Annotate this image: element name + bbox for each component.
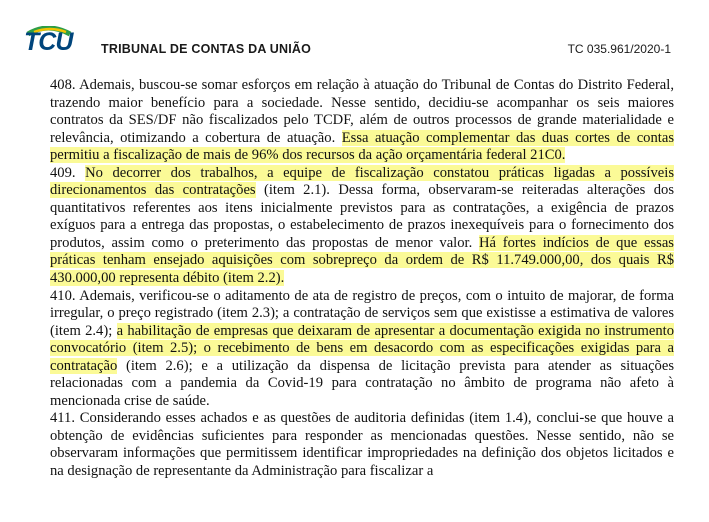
paragraph-408 bbox=[50, 77, 674, 165]
paragraph-410 bbox=[50, 288, 674, 411]
text-segment: 409. bbox=[50, 164, 86, 181]
document-header bbox=[0, 0, 709, 72]
highlighted-text: Há fortes indícios de que essas práticas tenham ensejado aquisições com sobrepreço da ordem de R$ 11.749.000,00, dos quais R$ 430.000,00 representa débito (item 2.2). bbox=[50, 234, 674, 287]
highlighted-text: Essa atuação complementar das duas cortes de contas permitiu a fiscalização de mais de 96% dos recursos da ação orçamentária federal 21C0. bbox=[50, 129, 674, 164]
process-number: TC 035.961/2020-1 bbox=[567, 42, 671, 56]
text-segment: 408. Ademais, buscou-se somar esforços em relação à atuação do Tribunal de Contas do Distrito Federal, trazendo maior benefício para a sociedade. Nesse sentido, decidiu-se acompanhar os seis maiores contratos da SES/DF não fiscalizados pelo TCDF, além de outros processos de grande materialidade e relevância, otimizando a cobertura de atuação. bbox=[50, 77, 674, 146]
text-segment: 411. Considerando esses achados e as questões de auditoria definidas (item 1.4), conclui-se que houve a obtenção de evidências suficientes para responder as mencionadas questões. Nesse sentido, não se observaram informações que permitissem identificar impropriedades na definição dos objetos licitados e na designação de representante da Administração para fiscalizar a bbox=[50, 410, 674, 480]
highlighted-text: a habilitação de empresas que deixaram de apresentar a documentação exigida no instrumento convocatório (item 2.5); o recebimento de bens em desacordo com as especificações exigidas para a contratação bbox=[50, 322, 674, 374]
logo-text: TCU bbox=[24, 28, 73, 56]
text-segment: (item 2.6); e a utilização da dispensa de licitação prevista para atender as situações relacionadas com a pandemia da Covid-19 para contratação no âmbito de programa não afeto à mencionada crise de saúde. bbox=[50, 357, 674, 409]
paragraph-411 bbox=[50, 410, 674, 480]
organization-name: TRIBUNAL DE CONTAS DA UNIÃO bbox=[101, 42, 312, 56]
text-segment: 410. Ademais, verificou-se o aditamento de ata de registro de preços, com o intuito de majorar, de forma irregular, o preço registrado (item 2.3); a contratação de serviços sem que existisse a estimativa de valores (item 2.4); bbox=[50, 287, 674, 339]
text-segment: (item 2.1). Dessa forma, observaram-se reiteradas alterações dos quantitativos referentes aos itens inicialmente previstos para as contratações, a exigência de prazos exíguos para a entrega das propostas, o estabelecimento de prazos inexequíveis para o fornecimento dos produtos, assim como o preterimento das propostas de menor valor. bbox=[50, 182, 675, 251]
paragraph-409 bbox=[50, 165, 674, 288]
highlighted-text: No decorrer dos trabalhos, a equipe de fiscalização constatou práticas ligadas a possíveis direcionamentos das contratações bbox=[50, 164, 674, 199]
document-body bbox=[50, 77, 674, 481]
